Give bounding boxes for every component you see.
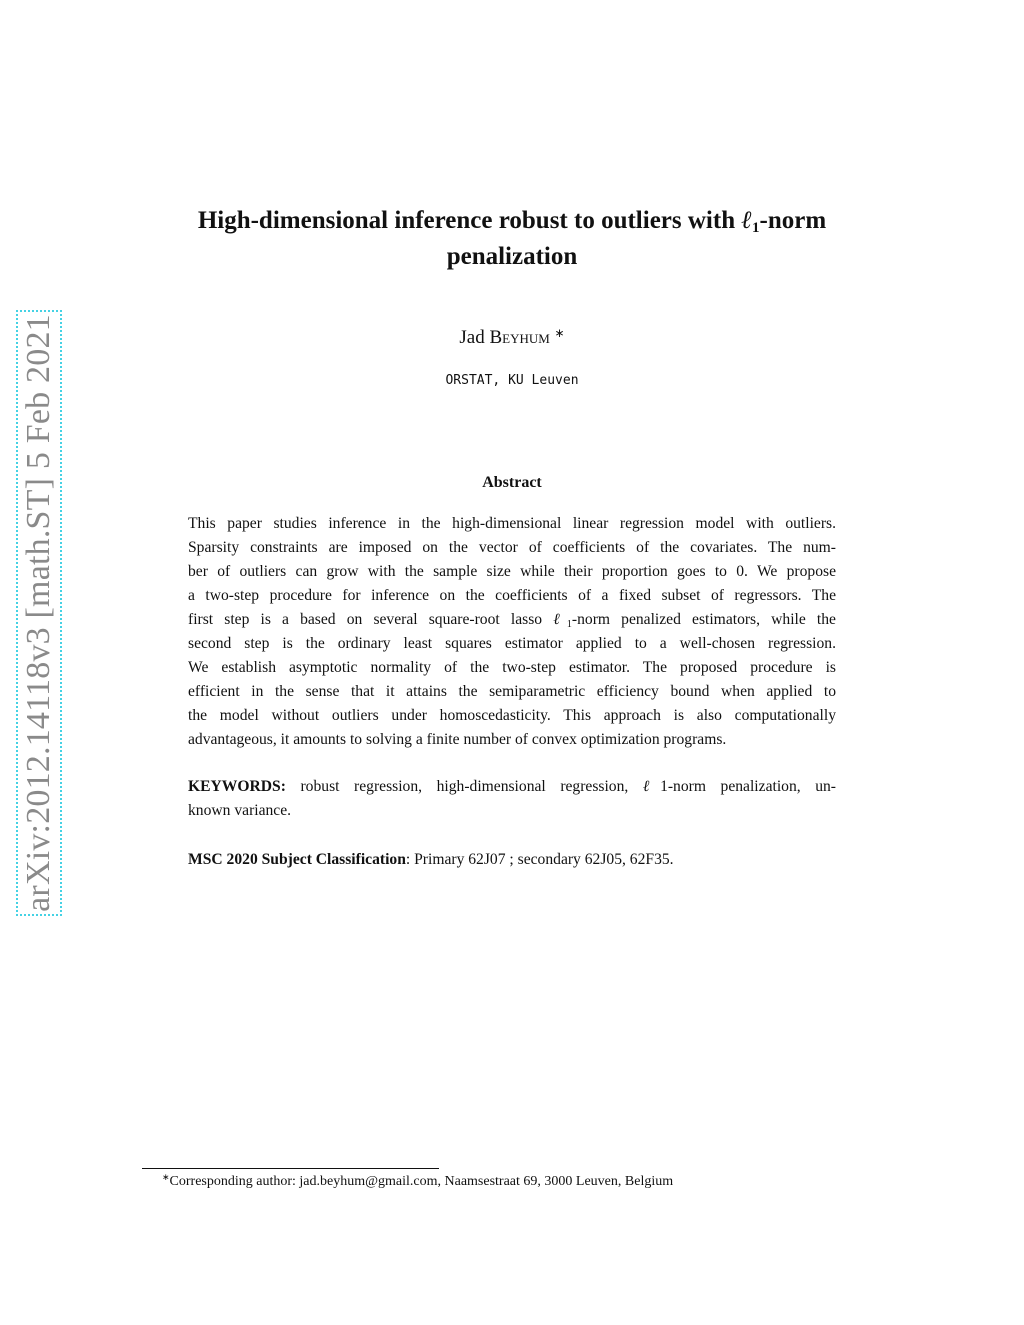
abstract-line: ber of outliers can grow with the sample size while their proportion goes to 0. We propose <box>188 563 836 580</box>
arxiv-stamp-text: arXiv:2012.14118v3 [math.ST] 5 Feb 2021 <box>20 314 57 912</box>
author-first-name: Jad <box>459 327 485 348</box>
keywords-ell-symbol: ℓ <box>642 778 661 795</box>
title-line-1 <box>160 203 864 239</box>
abstract-line: We establish asymptotic normality of the two-step estimator. The proposed procedure is <box>188 659 836 676</box>
author-footnote-mark: ∗ <box>554 326 565 340</box>
abstract-line-5-a: first step is a based on several square-root lasso <box>188 611 554 628</box>
abstract-last-line: advantageous, it amounts to solving a finite number of convex optimization programs. <box>188 731 727 748</box>
msc-text: : Primary 62J07 ; secondary 62J05, 62F35. <box>405 851 674 868</box>
paper-title <box>160 203 864 275</box>
abstract-line-5-b: -norm penalized estimators, while the <box>571 611 836 628</box>
footnote-text: Corresponding author: jad.beyhum@gmail.com, Naamsestraat 69, 3000 Leuven, Belgium <box>169 1174 674 1189</box>
abstract-line: the model without outliers under homoscedasticity. This approach is also computationally <box>188 707 836 724</box>
abstract-ell-subscript: 1 <box>566 619 572 630</box>
author-affiliation: ORSTAT, KU Leuven <box>445 373 579 388</box>
keywords-text-2: 1-norm penalization, un- <box>660 778 837 795</box>
keywords-line-2: known variance. <box>188 802 292 819</box>
arxiv-stamp <box>16 310 62 916</box>
abstract-line: a two-step procedure for inference on the coefficients of a fixed subset of regressors. The <box>188 587 836 604</box>
abstract-line: Sparsity constraints are imposed on the vector of coefficients of the covariates. The num- <box>188 539 836 556</box>
msc-classification <box>188 848 836 872</box>
footnote-rule <box>142 1168 439 1169</box>
abstract-line: This paper studies inference in the high-dimensional linear regression model with outliers. <box>188 515 836 532</box>
abstract-heading: Abstract <box>482 474 542 491</box>
title-line-2: penalization <box>446 243 578 270</box>
author-last-name: Beyhum <box>489 327 550 348</box>
abstract-body <box>188 512 836 752</box>
keywords-label: KEYWORDS: <box>188 778 286 795</box>
title-text-1: High-dimensional inference robust to outliers with <box>197 207 742 234</box>
abstract-line-with-math <box>188 608 836 632</box>
footnote <box>162 1174 673 1190</box>
footnote-mark: ∗ <box>162 1172 170 1182</box>
abstract-line: second step is the ordinary least squares estimator applied to a well-chosen regression. <box>188 635 836 652</box>
title-ell-symbol: ℓ <box>741 207 753 234</box>
abstract-ell-symbol: ℓ <box>553 611 567 628</box>
title-ell-subscript: 1 <box>752 220 760 236</box>
abstract-line: efficient in the sense that it attains the semiparametric efficiency bound when applied to <box>188 683 836 700</box>
author-line <box>0 327 1024 349</box>
keywords-text-1: robust regression, high-dimensional regression, <box>285 778 643 795</box>
msc-label: MSC 2020 Subject Classification <box>188 851 406 868</box>
title-text-2: -norm <box>759 207 827 234</box>
keywords-section <box>188 775 836 823</box>
keywords-line-1 <box>188 775 836 799</box>
